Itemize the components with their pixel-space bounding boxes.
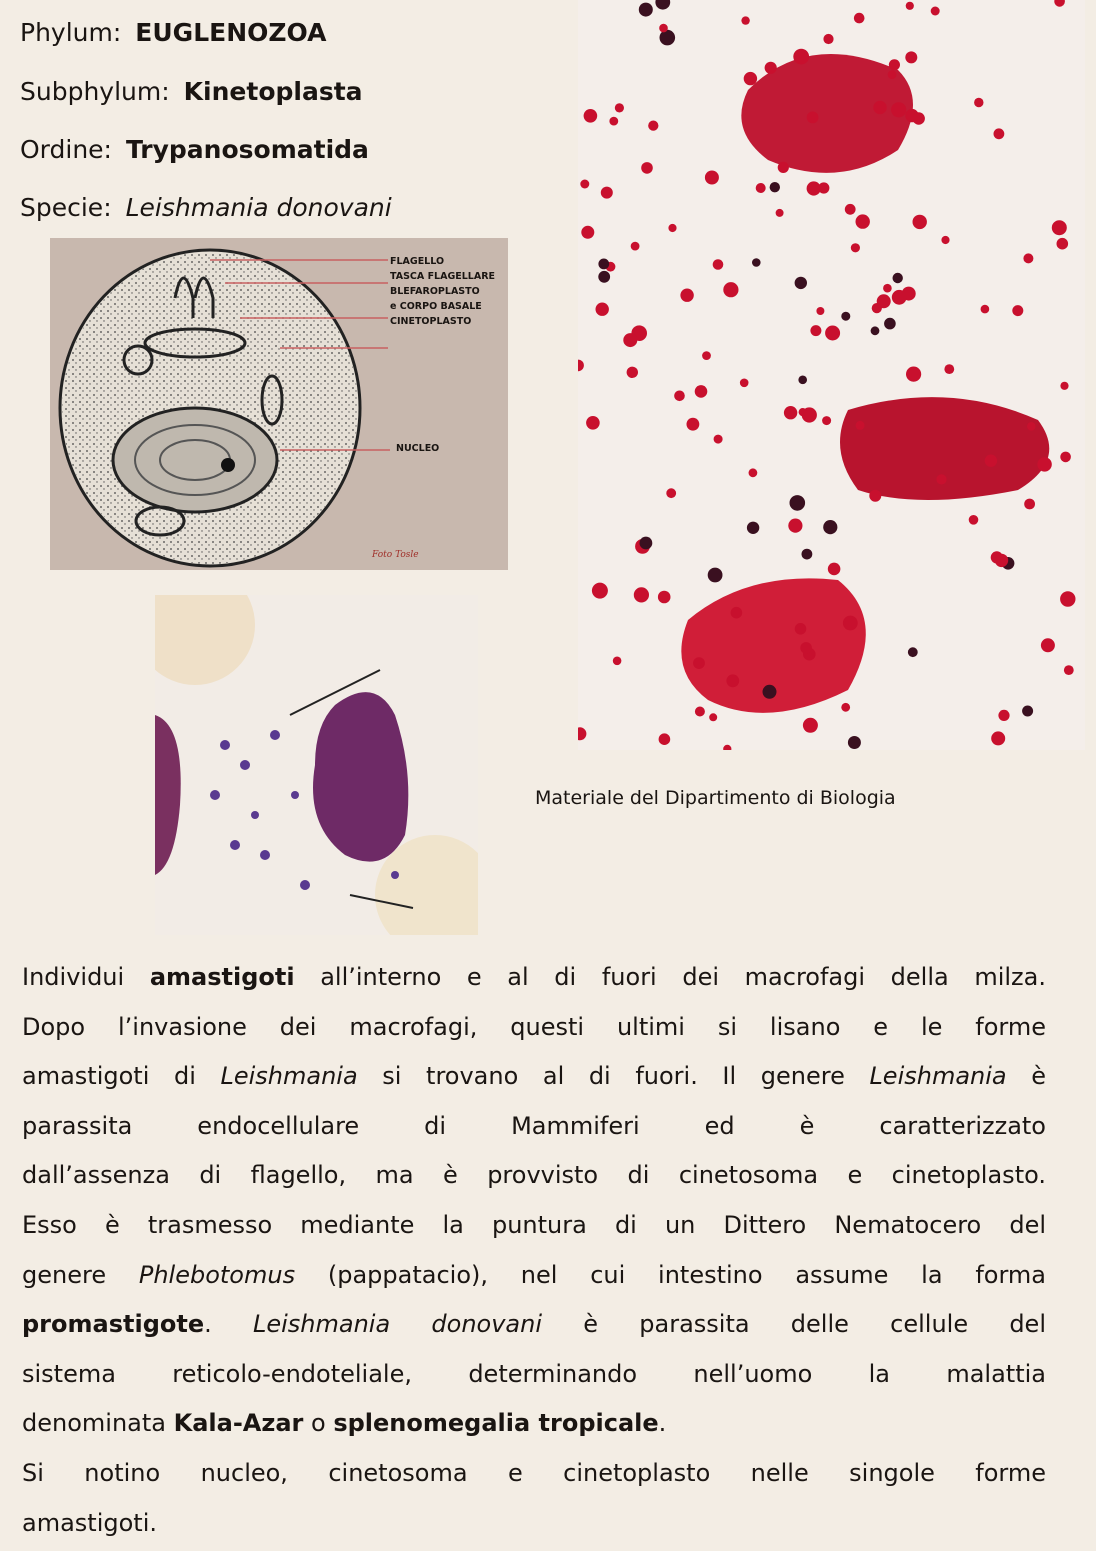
stained-cell-dot bbox=[765, 62, 777, 74]
stained-cell-dot bbox=[841, 312, 850, 321]
phylum-line bbox=[20, 18, 326, 47]
stained-cell-dot bbox=[823, 34, 833, 44]
subphylum-line bbox=[20, 77, 363, 106]
stained-cell-dot bbox=[598, 271, 610, 283]
stained-cell-dot bbox=[803, 718, 818, 733]
subphylum-value: Kinetoplasta bbox=[183, 77, 363, 106]
stained-cell-dot bbox=[905, 51, 917, 63]
text-run: genere bbox=[22, 1260, 139, 1289]
stained-cell-dot bbox=[578, 727, 586, 740]
stained-cell-dot bbox=[680, 289, 693, 302]
stained-cell-dot bbox=[795, 277, 807, 289]
stained-cell-dot bbox=[892, 290, 907, 305]
stained-cell-dot bbox=[1027, 422, 1036, 431]
stained-cell-dot bbox=[969, 515, 979, 525]
stained-cell-dot bbox=[931, 7, 940, 16]
paragraph-line bbox=[22, 1449, 1046, 1499]
italic-term: Leishmania donovani bbox=[252, 1310, 543, 1339]
text-run: . bbox=[658, 1409, 667, 1438]
text-run: è bbox=[1006, 1062, 1046, 1091]
stained-cell-dot bbox=[908, 647, 918, 657]
bold-term: amastigoti bbox=[149, 963, 295, 991]
stained-cell-dot bbox=[713, 259, 724, 270]
stained-cell-dot bbox=[648, 121, 658, 131]
text-run: Individui bbox=[22, 963, 150, 991]
stained-cell-dot bbox=[845, 204, 856, 215]
stained-cell-dot bbox=[799, 408, 807, 416]
bold-term: splenomegalia tropicale bbox=[333, 1409, 659, 1438]
species-value: Leishmania donovani bbox=[125, 193, 392, 222]
stained-cell-dot bbox=[596, 303, 609, 316]
stained-cell-dot bbox=[784, 406, 797, 419]
stained-cell-dot bbox=[798, 376, 807, 385]
stained-cell-dot bbox=[747, 522, 759, 534]
text-run: denominata bbox=[22, 1409, 174, 1438]
micrograph-amastigotes-purple bbox=[155, 595, 478, 935]
stained-cell-dot bbox=[631, 242, 640, 251]
text-run: è parassita delle cellule del bbox=[542, 1310, 1046, 1339]
paragraph-line bbox=[22, 1151, 1046, 1201]
stained-cell-dot bbox=[580, 180, 589, 189]
stained-cell-dot bbox=[659, 24, 668, 33]
text-run: Si notino nucleo, cinetosoma e cinetoplasto nelle singole forme bbox=[22, 1458, 1046, 1487]
label-flagello: FLAGELLO bbox=[390, 256, 445, 267]
stained-cell-dot bbox=[601, 187, 613, 199]
stained-cell-dot bbox=[889, 59, 900, 70]
stained-cell-dot bbox=[823, 520, 837, 534]
paragraph-line bbox=[22, 953, 1046, 1003]
stained-cell-dot bbox=[807, 112, 819, 124]
stained-cell-dot bbox=[873, 101, 886, 114]
stained-cell-dot bbox=[856, 421, 865, 430]
text-run: (pappatacio), nel cui intestino assume la forma bbox=[295, 1260, 1046, 1289]
paragraph-line bbox=[22, 1201, 1046, 1251]
stained-cell-dot bbox=[800, 642, 812, 654]
stained-cell-dot bbox=[695, 385, 708, 398]
micrograph-right-image bbox=[578, 0, 1085, 750]
text-run: Esso è trasmesso mediante la puntura di un Dittero Nematocero del bbox=[22, 1210, 1046, 1239]
bold-term: Kala-Azar bbox=[173, 1409, 304, 1438]
signature: Foto Tosle bbox=[372, 550, 419, 560]
paragraph-line bbox=[22, 1251, 1046, 1301]
stained-cell-dot bbox=[640, 537, 653, 550]
stained-cell-dot bbox=[674, 391, 685, 402]
stained-cell-dot bbox=[906, 367, 921, 382]
stained-cell-dot bbox=[752, 258, 761, 267]
stained-cell-dot bbox=[1060, 382, 1068, 390]
stained-cell-dot bbox=[770, 182, 780, 192]
label-corpo-basale: e CORPO BASALE bbox=[390, 301, 482, 312]
stained-cell-dot bbox=[609, 117, 618, 126]
stained-cell-dot bbox=[944, 364, 954, 374]
stained-cell-dot bbox=[1057, 238, 1069, 250]
stained-cell-dot bbox=[708, 568, 723, 583]
stained-cell-dot bbox=[841, 703, 850, 712]
label-tasca-flagellare: TASCA FLAGELLARE bbox=[390, 271, 496, 282]
stained-cell-dot bbox=[693, 657, 705, 669]
stained-cell-dot bbox=[790, 495, 806, 511]
stained-cell-dot bbox=[1037, 457, 1051, 471]
amastigote-diagram bbox=[50, 238, 508, 570]
stained-cell-dot bbox=[905, 109, 918, 122]
text-run: si trovano al di fuori. Il genere bbox=[357, 1062, 870, 1091]
text-run: . bbox=[204, 1310, 253, 1339]
stained-cell-dot bbox=[995, 554, 1008, 567]
stained-cell-dot bbox=[705, 171, 719, 185]
stained-cell-dot bbox=[828, 563, 841, 576]
stained-cell-dot bbox=[893, 273, 903, 283]
text-run: all’interno e al di fuori dei macrofagi della milza. bbox=[294, 963, 1046, 991]
stained-cell-dot bbox=[709, 713, 717, 721]
micrograph-macrophages-red bbox=[578, 0, 1085, 750]
label-nucleo: NUCLEO bbox=[396, 443, 440, 454]
stained-cell-dot bbox=[906, 2, 914, 10]
text-run: amastigoti di bbox=[22, 1062, 221, 1091]
text-run: parassita endocellulare di Mammiferi ed è caratterizzato bbox=[22, 1111, 1046, 1140]
stained-cell-dot bbox=[981, 305, 990, 314]
stained-cell-dot bbox=[615, 103, 624, 112]
label-cinetoplasto: CINETOPLASTO bbox=[390, 316, 472, 327]
stained-cell-dot bbox=[1041, 638, 1055, 652]
stained-cell-dot bbox=[702, 351, 711, 360]
stained-cell-dot bbox=[741, 16, 749, 24]
stained-cell-dot bbox=[744, 72, 757, 85]
stained-cell-dot bbox=[586, 416, 600, 430]
stained-cell-dot bbox=[888, 70, 897, 79]
stained-cell-dot bbox=[723, 282, 738, 297]
stained-cell-dot bbox=[825, 326, 840, 341]
stained-cell-dot bbox=[584, 109, 598, 123]
stained-cell-dot bbox=[974, 98, 983, 107]
stained-cell-dot bbox=[749, 468, 758, 477]
stained-cell-dot bbox=[936, 474, 946, 484]
stained-cell-dot bbox=[788, 519, 802, 533]
stained-cell-dot bbox=[623, 333, 637, 347]
text-run: sistema reticolo-endoteliale, determinando nell’uomo la malattia bbox=[22, 1359, 1046, 1388]
stained-cell-dot bbox=[994, 128, 1005, 139]
stained-cell-dot bbox=[1060, 591, 1075, 606]
stained-cell-dot bbox=[810, 325, 821, 336]
stained-cell-dot bbox=[740, 379, 749, 388]
paragraph-line bbox=[22, 1102, 1046, 1152]
stained-cell-dot bbox=[714, 435, 723, 444]
stained-cell-dot bbox=[991, 731, 1005, 745]
stained-cell-dot bbox=[802, 549, 813, 560]
stained-cell-dot bbox=[778, 162, 789, 173]
stained-cell-dot bbox=[726, 674, 739, 687]
stained-cell-dot bbox=[793, 49, 809, 65]
image-caption: Materiale del Dipartimento di Biologia bbox=[535, 787, 896, 809]
stained-cell-dot bbox=[763, 685, 777, 699]
stained-cell-dot bbox=[856, 214, 870, 228]
stained-cell-dot bbox=[854, 13, 865, 24]
stained-cell-dot bbox=[941, 236, 949, 244]
label-blefaroplasto: BLEFAROPLASTO bbox=[390, 286, 480, 297]
phylum-label: Phylum: bbox=[20, 18, 122, 47]
text-run: amastigoti. bbox=[22, 1508, 157, 1537]
order-line bbox=[20, 135, 369, 164]
species-line bbox=[20, 193, 392, 222]
italic-term: Leishmania bbox=[869, 1062, 1007, 1091]
stained-cell-dot bbox=[1012, 305, 1023, 316]
stained-cell-dot bbox=[581, 226, 594, 239]
stained-cell-dot bbox=[627, 367, 638, 378]
text-run: Dopo l’invasione dei macrofagi, questi ultimi si lisano e le forme bbox=[22, 1012, 1046, 1041]
stained-cell-dot bbox=[869, 490, 881, 502]
stained-cell-dot bbox=[723, 745, 731, 750]
stained-cell-dot bbox=[891, 102, 906, 117]
stained-cell-dot bbox=[658, 591, 671, 604]
stained-cell-dot bbox=[1052, 220, 1067, 235]
stained-cell-dot bbox=[883, 284, 892, 293]
subphylum-label: Subphylum: bbox=[20, 77, 170, 106]
stained-cell-dot bbox=[1022, 706, 1033, 717]
text-run: dall’assenza di flagello, ma è provvisto di cinetosoma e cinetoplasto. bbox=[22, 1161, 1046, 1190]
stained-cell-dot bbox=[695, 707, 705, 717]
description-paragraph bbox=[22, 953, 1046, 1548]
stained-cell-dot bbox=[687, 418, 700, 431]
stained-cell-dot bbox=[613, 657, 622, 666]
stained-cell-dot bbox=[592, 583, 608, 599]
stained-cell-dot bbox=[776, 209, 784, 217]
stained-cell-dot bbox=[848, 736, 861, 749]
stained-cell-dot bbox=[1060, 452, 1071, 463]
stained-cell-dot bbox=[668, 224, 676, 232]
paragraph-line bbox=[22, 1399, 1046, 1449]
paragraph-line bbox=[22, 1499, 1046, 1549]
stained-cell-dot bbox=[795, 623, 807, 635]
paragraph-line bbox=[22, 1003, 1046, 1053]
order-value: Trypanosomatida bbox=[125, 135, 369, 164]
paragraph-line bbox=[22, 1300, 1046, 1350]
paragraph-line bbox=[22, 1052, 1046, 1102]
stained-cell-dot bbox=[655, 0, 670, 10]
text-run: o bbox=[303, 1409, 334, 1438]
stained-cell-dot bbox=[884, 318, 896, 330]
paragraph-line bbox=[22, 1350, 1046, 1400]
stained-cell-dot bbox=[639, 3, 653, 17]
stained-cell-dot bbox=[877, 294, 891, 308]
stained-cell-dot bbox=[731, 607, 743, 619]
micrograph-left-image bbox=[155, 595, 478, 935]
stained-cell-dot bbox=[985, 455, 997, 467]
stained-cell-dot bbox=[1054, 0, 1065, 7]
stained-cell-dot bbox=[659, 733, 671, 745]
stained-cell-dot bbox=[998, 710, 1009, 721]
stained-cell-dot bbox=[660, 30, 676, 46]
stained-cell-dot bbox=[843, 616, 858, 631]
italic-term: Leishmania bbox=[220, 1062, 358, 1091]
stained-cell-dot bbox=[807, 181, 821, 195]
stained-cell-dot bbox=[1064, 665, 1074, 675]
stained-cell-dot bbox=[578, 360, 584, 372]
stained-cell-dot bbox=[816, 307, 824, 315]
order-label: Ordine: bbox=[20, 135, 112, 164]
stained-cell-dot bbox=[1024, 499, 1035, 510]
stained-cell-dot bbox=[871, 326, 880, 335]
stained-cell-dot bbox=[756, 183, 766, 193]
stained-cell-dot bbox=[598, 259, 609, 270]
bold-term: promastigote bbox=[22, 1310, 205, 1339]
stained-cell-dot bbox=[851, 243, 860, 252]
stained-cell-dot bbox=[666, 488, 676, 498]
stained-cell-dot bbox=[822, 416, 831, 425]
italic-term: Phlebotomus bbox=[138, 1260, 296, 1289]
stained-cell-dot bbox=[1023, 253, 1033, 263]
stained-cell-dot bbox=[634, 587, 649, 602]
species-label: Specie: bbox=[20, 193, 112, 222]
stained-cell-dot bbox=[641, 162, 653, 174]
stained-cell-dot bbox=[913, 215, 927, 229]
phylum-value: EUGLENOZOA bbox=[135, 18, 327, 47]
